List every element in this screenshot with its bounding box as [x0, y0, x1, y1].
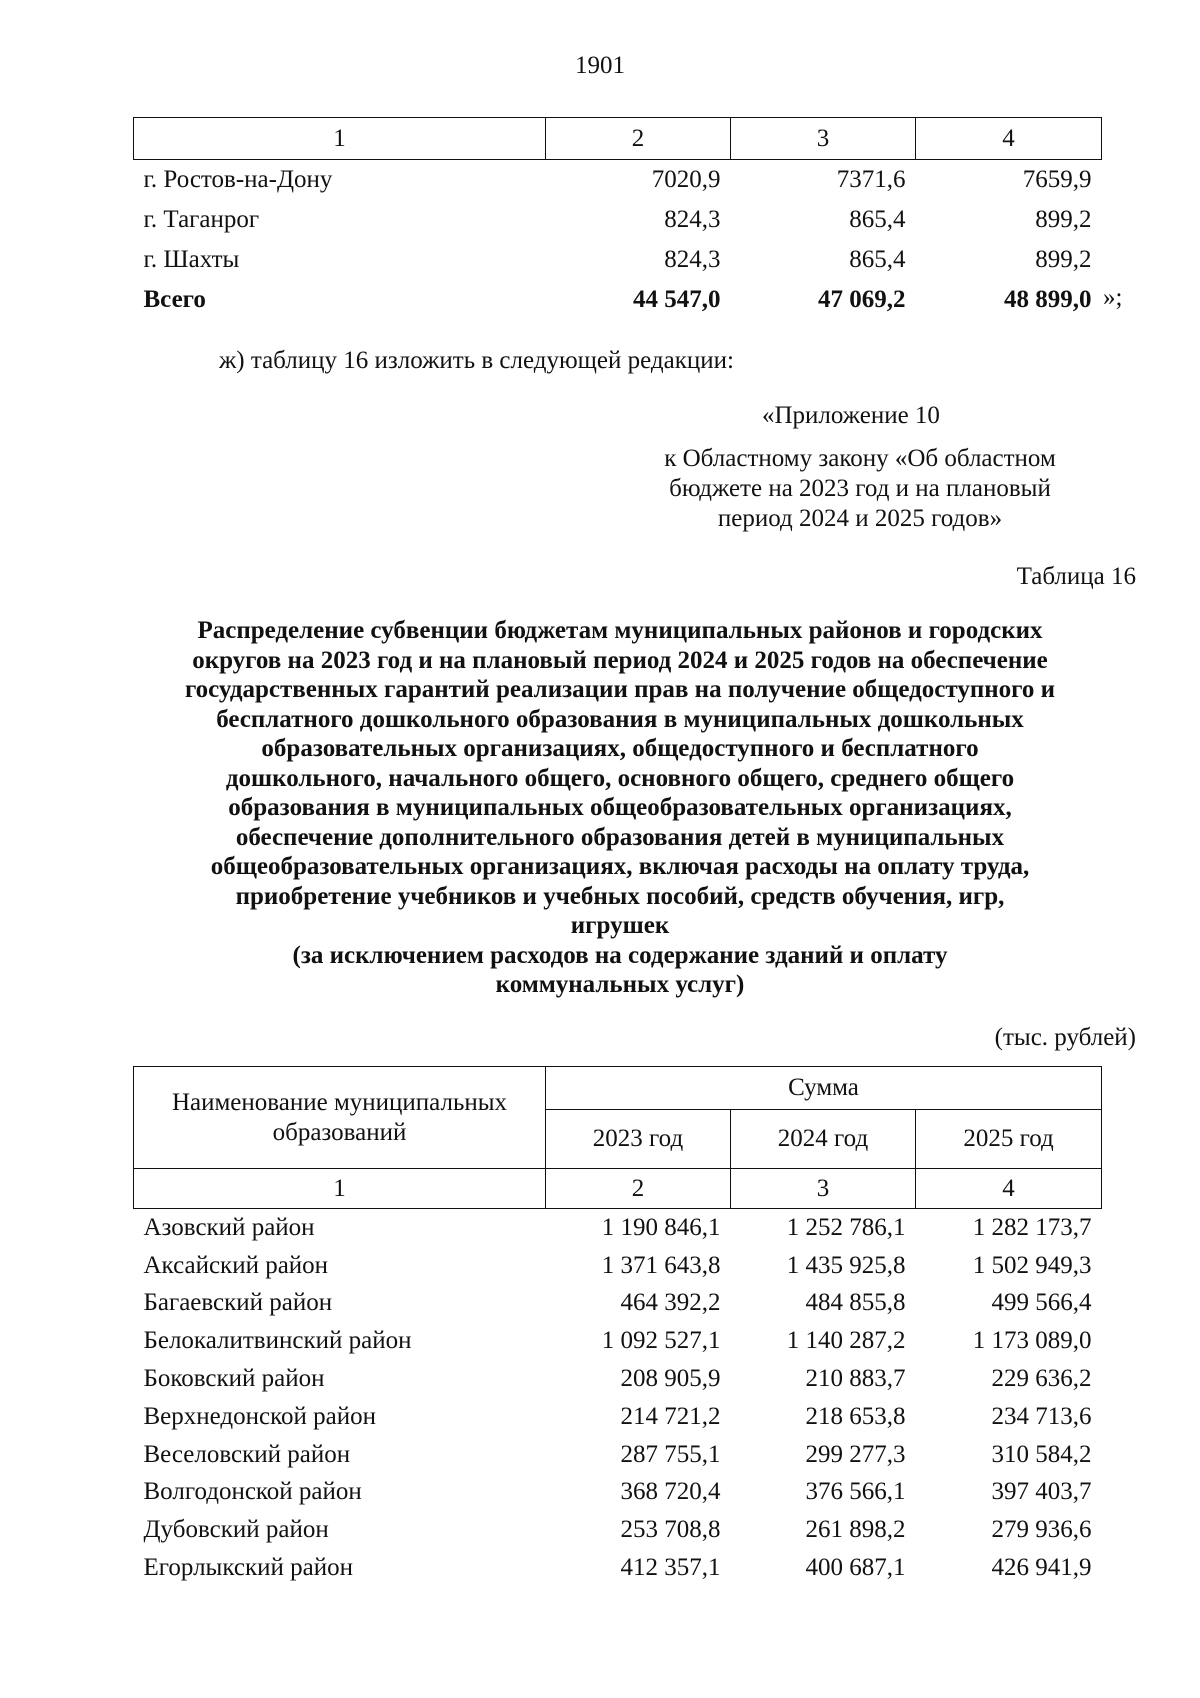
municipality-name: Азовский район — [143, 1213, 315, 1241]
title-line: государственных гарантий реализации прав на получение общедоступного и — [184, 676, 1056, 703]
continued-table — [133, 117, 1102, 320]
total-2023: 44 547,0 — [633, 286, 721, 313]
title-line: (за исключением расходов на содержание зданий и оплату — [292, 941, 948, 969]
value-2024: 1 252 786,1 — [786, 1213, 906, 1241]
value-2023: 214 721,2 — [620, 1402, 721, 1430]
value-2024: 484 855,8 — [805, 1289, 906, 1317]
municipality-name: Веселовский район — [143, 1440, 351, 1468]
value-2023: 1 190 846,1 — [601, 1213, 721, 1241]
value-2023: 1 371 643,8 — [601, 1251, 721, 1279]
column-number-row — [134, 118, 1102, 160]
value-2025: 1 502 949,3 — [972, 1251, 1092, 1279]
value-2023: 253 708,8 — [620, 1516, 721, 1544]
value-2023: 824,3 — [664, 206, 721, 233]
total-row — [134, 280, 1102, 320]
total-2024: 47 069,2 — [818, 286, 906, 313]
municipality-name: Аксайский район — [143, 1251, 329, 1279]
value-2024: 299 277,3 — [805, 1440, 906, 1468]
value-2025: 397 403,7 — [991, 1478, 1092, 1506]
year-header: 2023 год — [546, 1110, 731, 1169]
value-2025: 499 566,4 — [991, 1289, 1092, 1317]
value-2025: 1 173 089,0 — [972, 1327, 1092, 1355]
year-header: 2025 год — [916, 1110, 1102, 1169]
table-row — [134, 1247, 1102, 1285]
year-header: 2024 год — [731, 1110, 916, 1169]
value-2024: 865,4 — [849, 246, 906, 273]
table-row — [134, 1511, 1102, 1549]
value-2023: 824,3 — [664, 246, 721, 273]
title-line: образования в муниципальных общеобразовательных организациях, — [228, 794, 1012, 821]
value-2024: 210 883,7 — [805, 1365, 906, 1393]
municipality-header — [134, 1067, 546, 1169]
value-2025: 229 636,2 — [991, 1365, 1092, 1393]
header-row — [134, 1067, 1102, 1110]
title-line: образовательных организациях, общедоступного и бесплатного — [261, 735, 979, 762]
municipality-header-line: образований — [272, 1118, 407, 1146]
table-row — [134, 1549, 1102, 1587]
table-row — [134, 1398, 1102, 1436]
value-2025: 1 282 173,7 — [972, 1213, 1092, 1241]
title-line: обеспечение дополнительного образования детей в муниципальных — [235, 823, 1005, 851]
municipality-name: Дубовский район — [143, 1516, 329, 1544]
appendix-line: к Областному закону «Об областном — [664, 445, 1056, 472]
table-row — [134, 1360, 1102, 1398]
table-row — [134, 160, 1102, 201]
value-2024: 1 435 925,8 — [786, 1251, 906, 1279]
column-number: 2 — [546, 1169, 731, 1209]
value-2023: 208 905,9 — [620, 1365, 721, 1393]
value-2025: 899,2 — [1035, 206, 1092, 233]
table-row — [134, 1285, 1102, 1323]
municipality-name: Волгодонской район — [143, 1478, 362, 1506]
table-label: Таблица 16 — [1016, 563, 1136, 590]
value-2025: 7659,9 — [1022, 166, 1092, 193]
title-line: общеобразовательных организациях, включая расходы на оплату труда, — [210, 853, 1030, 880]
municipality-name: Егорлыкский район — [143, 1554, 353, 1582]
table-row — [134, 1436, 1102, 1474]
column-number-row — [134, 1169, 1102, 1209]
municipality-name: г. Ростов-на-Дону — [143, 166, 333, 193]
appendix-reference — [620, 444, 1100, 534]
municipality-name: Багаевский район — [143, 1289, 333, 1317]
column-number: 2 — [546, 118, 731, 160]
column-number: 4 — [916, 118, 1102, 160]
value-2023: 287 755,1 — [620, 1440, 721, 1468]
appendix-title: «Приложение 10 — [762, 402, 940, 429]
subvention-table — [133, 1066, 1102, 1587]
closing-quote: »; — [1103, 284, 1123, 311]
appendix-line: бюджете на 2023 год и на плановый — [669, 475, 1051, 502]
value-2023: 7020,9 — [651, 166, 721, 193]
title-line: приобретение учебников и учебных пособий, средств обучения, игр, — [235, 882, 1005, 910]
value-2024: 1 140 287,2 — [786, 1327, 906, 1355]
municipality-header-line: Наименование муниципальных — [171, 1088, 508, 1116]
title-line: дошкольного, начального общего, основного общего, среднего общего — [225, 764, 1015, 792]
title-line: округов на 2023 год и на плановый период 2024 и 2025 годов на обеспечение — [192, 646, 1048, 674]
column-number: 3 — [731, 1169, 916, 1209]
value-2025: 899,2 — [1035, 246, 1092, 273]
value-2024: 865,4 — [849, 206, 906, 233]
municipality-name: Верхнедонской район — [143, 1402, 376, 1430]
table-row — [134, 1474, 1102, 1512]
value-2024: 7371,6 — [836, 166, 906, 193]
column-number: 1 — [134, 1169, 546, 1209]
table-row — [134, 1322, 1102, 1360]
amendment-instruction: ж) таблицу 16 изложить в следующей редакции: — [219, 347, 734, 374]
title-line: Распределение субвенции бюджетам муниципальных районов и городских — [197, 617, 1043, 644]
table-row — [134, 1209, 1102, 1247]
total-2025: 48 899,0 — [1004, 286, 1092, 313]
title-line: игрушек — [570, 912, 670, 939]
municipality-name: г. Шахты — [143, 246, 240, 273]
value-2023: 1 092 527,1 — [601, 1327, 721, 1355]
sum-header: Сумма — [546, 1067, 1102, 1110]
value-2024: 376 566,1 — [805, 1478, 906, 1506]
value-2025: 310 584,2 — [991, 1440, 1092, 1468]
title-line: бесплатного дошкольного образования в муниципальных дошкольных — [216, 705, 1024, 733]
value-2024: 261 898,2 — [805, 1516, 906, 1544]
value-2023: 368 720,4 — [620, 1478, 721, 1506]
appendix-line: период 2024 и 2025 годов» — [717, 505, 1003, 532]
page-number: 1901 — [575, 52, 625, 79]
total-label: Всего — [143, 286, 206, 313]
title-line: коммунальных услуг) — [495, 971, 745, 998]
value-2023: 412 357,1 — [620, 1554, 721, 1582]
column-number: 3 — [731, 118, 916, 160]
value-2025: 426 941,9 — [991, 1554, 1092, 1582]
value-2023: 464 392,2 — [620, 1289, 721, 1317]
table-row — [134, 240, 1102, 280]
column-number: 1 — [134, 118, 546, 160]
value-2025: 234 713,6 — [991, 1402, 1092, 1430]
table-title — [130, 616, 1110, 1000]
municipality-name: Белокалитвинский район — [143, 1327, 412, 1355]
value-2025: 279 936,6 — [991, 1516, 1092, 1544]
value-2024: 400 687,1 — [805, 1554, 906, 1582]
column-number: 4 — [916, 1169, 1102, 1209]
value-2024: 218 653,8 — [805, 1402, 906, 1430]
municipality-name: Боковский район — [143, 1365, 325, 1393]
municipality-name: г. Таганрог — [143, 206, 260, 233]
table-row — [134, 200, 1102, 240]
units-label: (тыс. рублей) — [994, 1024, 1136, 1051]
